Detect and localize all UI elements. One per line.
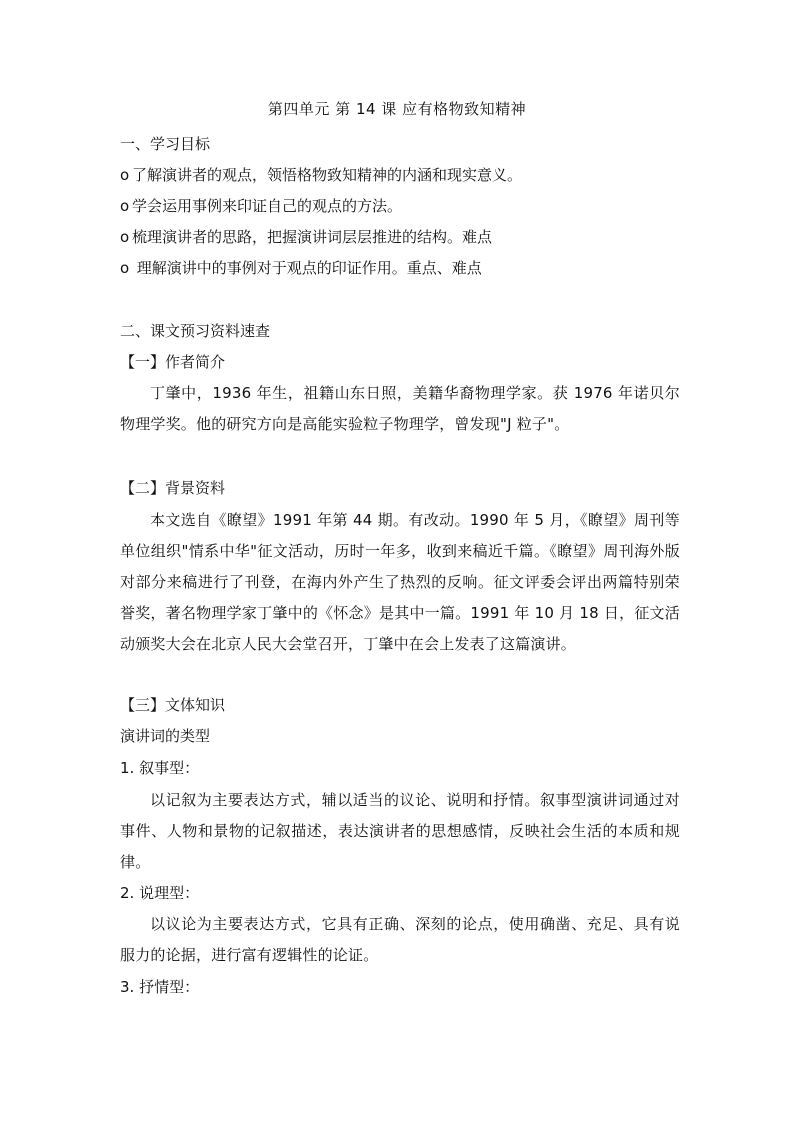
list-item xyxy=(120,258,482,278)
goal-text: 学会运用事例来印证自己的观点的方法。 xyxy=(132,197,403,215)
list-item xyxy=(120,227,492,247)
goal-text: 理解演讲中的事例对于观点的印证作用。重点、难点 xyxy=(132,259,482,277)
subsection-heading-author: 【一】作者简介 xyxy=(120,353,226,371)
subsection-heading-genre: 【三】文体知识 xyxy=(120,696,226,714)
bullet-icon: o xyxy=(120,259,130,277)
background-paragraph: 本文选自《瞭望》1991 年第 44 期。有改动。1990 年 5 月，《瞭望》周刊等单位组织"情系中华"征文活动，历时一年多，收到来稿近千篇。《瞭望》周刊海外版对部分来稿进行了刊登，在海内外产生了热烈的反响。征文评委会评出两篇特别荣誉奖，著名物理学家丁肇中的《怀念》是其中一篇。1991 年 10 月 18 日，征文活动颁奖大会在北京人民大会堂召开，丁肇中在会上发表了这篇演讲。 xyxy=(120,511,680,653)
genre-type-label: 3. 抒情型： xyxy=(120,978,200,996)
goal-text: 梳理演讲者的思路，把握演讲词层层推进的结构。难点 xyxy=(132,228,493,246)
bullet-icon: o xyxy=(120,228,130,246)
genre-type-label: 1. 叙事型： xyxy=(120,759,200,777)
genre-type-paragraph: 以记叙为主要表达方式，辅以适当的议论、说明和抒情。叙事型演讲词通过对事件、人物和景物的记叙描述，表达演讲者的思想感情，反映社会生活的本质和规律。 xyxy=(120,791,680,871)
list-item xyxy=(120,165,522,185)
section-heading-learning-goals: 一、学习目标 xyxy=(120,135,211,153)
list-item xyxy=(120,196,402,216)
genre-type-paragraph: 以议论为主要表达方式，它具有正确、深刻的论点，使用确凿、充足、具有说服力的论据，进行富有逻辑性的论证。 xyxy=(120,915,680,964)
bullet-icon: o xyxy=(120,197,130,215)
subsection-heading-background: 【二】背景资料 xyxy=(120,479,226,497)
genre-subheading: 演讲词的类型 xyxy=(120,727,211,745)
genre-type-label: 2. 说理型： xyxy=(120,884,200,902)
bullet-icon: o xyxy=(120,166,130,184)
author-paragraph: 丁肇中，1936 年生，祖籍山东日照，美籍华裔物理学家。获 1976 年诺贝尔物理学奖。他的研究方向是高能实验粒子物理学，曾发现"J 粒子"。 xyxy=(120,384,680,433)
section-heading-preview: 二、课文预习资料速查 xyxy=(120,322,271,340)
goal-text: 了解演讲者的观点，领悟格物致知精神的内涵和现实意义。 xyxy=(132,166,523,184)
page-title: 第四单元 第 14 课 应有格物致知精神 xyxy=(267,100,527,118)
